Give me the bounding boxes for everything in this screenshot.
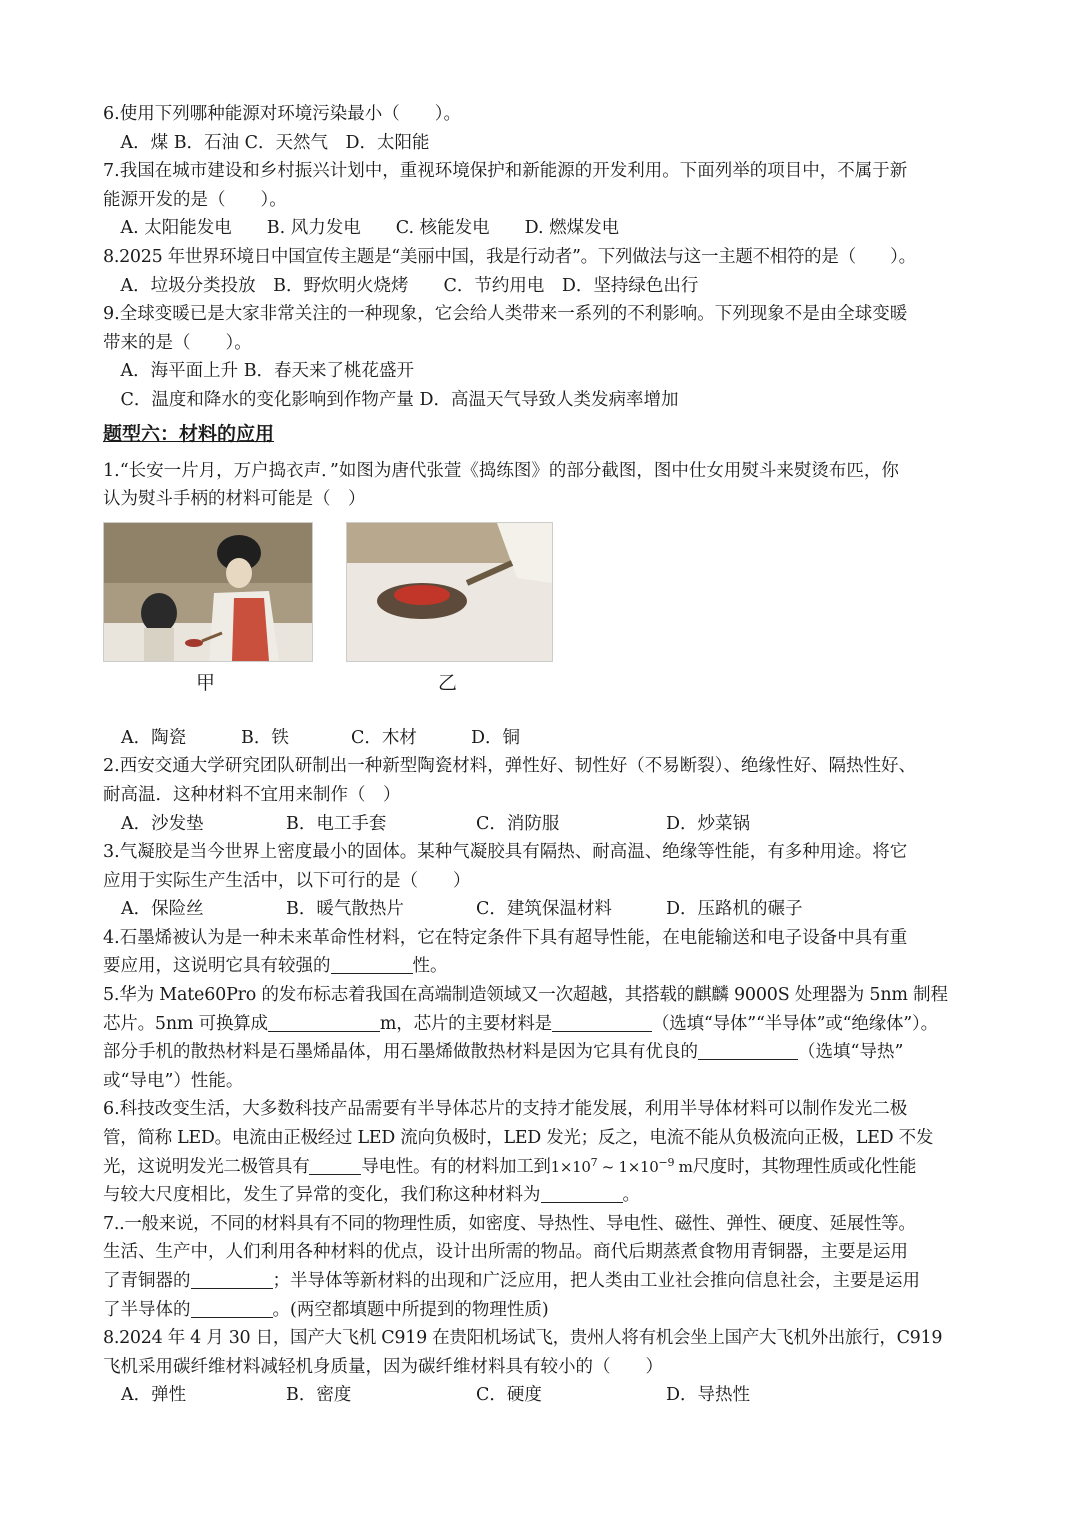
figure-row: [103, 522, 983, 724]
option: D．铜: [471, 727, 521, 748]
option: B．电工手套: [286, 813, 387, 834]
option: B．暖气散热片: [286, 899, 404, 920]
question-line: 认为熨斗手柄的材料可能是（ ）: [103, 489, 366, 510]
option: C．消防服: [476, 813, 560, 834]
answer-blank: [541, 1184, 623, 1203]
text: 。: [622, 1185, 640, 1206]
text: （选填“导热”: [798, 1042, 904, 1063]
question-line: 6.使用下列哪种能源对环境污染最小（ ）。: [103, 104, 461, 124]
option: C．木材: [351, 727, 417, 748]
option: D．压路机的碾子: [666, 899, 803, 920]
text: 。(两空都填题中所提到的物理性质): [272, 1299, 549, 1320]
option: A．陶瓷: [121, 727, 187, 748]
options-line: [103, 724, 983, 753]
question-line: C．温度和降水的变化影响到作物产量 D．高温天气导致人类发病率增加: [103, 389, 679, 410]
question-line: 能源开发的是（ ）。: [103, 189, 287, 210]
question-line: [103, 1267, 983, 1296]
options-line: [103, 1381, 983, 1410]
question-line: 带来的是（ ）。: [103, 332, 252, 353]
question-line: 应用于实际生产生活中，以下可行的是（ ）: [103, 870, 471, 891]
text: 导电性。有的材料加工到: [361, 1156, 551, 1177]
option: A．沙发垫: [121, 813, 204, 834]
question-line: [103, 1296, 983, 1325]
question-line: [103, 1010, 983, 1039]
question-line: 6.科技改变生活，大多数科技产品需要有半导体芯片的支持才能发展，利用半导体材料可以制作发光二极: [103, 1099, 908, 1120]
question-line: A．垃圾分类投放 B．野炊明火烧烤 C．节约用电 D．坚持绿色出行: [103, 275, 699, 296]
question-line: 2.西安交通大学研究团队研制出一种新型陶瓷材料，弹性好、韧性好（不易断裂）、绝缘性好、隔热性好、: [103, 756, 916, 777]
answer-blank: [552, 1013, 652, 1032]
option: B．铁: [241, 727, 289, 748]
answer-blank: [191, 1299, 273, 1318]
question-line: A．煤 B．石油 C．天然气 D．太阳能: [103, 132, 430, 153]
option: C．硬度: [476, 1385, 542, 1406]
question-line: 飞机采用碳纤维材料减轻机身质量，因为碳纤维材料具有较小的（ ）: [103, 1356, 663, 1377]
question-line: 5.华为 Mate60Pro 的发布标志着我国在高端制造领域又一次超越，其搭载的麒麟 9000S 处理器为 5nm 制程: [103, 985, 948, 1006]
options-line: [103, 895, 983, 924]
text: 了青铜器的: [103, 1271, 191, 1291]
text: 要应用，这说明它具有较强的: [103, 956, 331, 977]
option: A．保险丝: [121, 899, 204, 920]
worksheet-content: [103, 100, 983, 1410]
question-line: 8.2025 年世界环境日中国宣传主题是“美丽中国，我是行动者”。下列做法与这一主题不相符的是（ ）。: [103, 246, 916, 267]
figure-caption-right: 乙: [438, 671, 458, 694]
text: 芯片。5nm 可换算成: [103, 1013, 268, 1034]
question-line: [103, 1153, 983, 1182]
text: 了半导体的: [103, 1299, 191, 1320]
answer-blank: [331, 955, 413, 974]
option: D．炒菜锅: [666, 813, 751, 834]
question-line: 8.2024 年 4 月 30 日，国产大飞机 C919 在贵阳机场试飞，贵州人将有机会坐上国产大飞机外出旅行，C919: [103, 1328, 943, 1349]
question-line: 1.“长安一片月，万户捣衣声．”如图为唐代张萱《捣练图》的部分截图，图中仕女用熨斗来熨烫布匹，你: [103, 460, 899, 481]
text: （选填“导体”“半导体”或“绝缘体”）。: [651, 1013, 938, 1034]
text: m，芯片的主要材料是: [379, 1013, 552, 1034]
section-title: 题型六：材料的应用: [103, 422, 275, 445]
text: 光，这说明发光二极管具有: [103, 1156, 310, 1177]
text: 性。: [412, 956, 448, 977]
text: ；半导体等新材料的出现和广泛应用，把人类由工业社会推向信息社会，主要是运用: [272, 1271, 920, 1291]
question-line: A. 太阳能发电 B. 风力发电 C. 核能发电 D. 燃煤发电: [103, 218, 620, 239]
question-line: 9.全球变暖已是大家非常关注的一种现象，它会给人类带来一系列的不利影响。下列现象不是由全球变暖: [103, 304, 908, 325]
question-line: 4.石墨烯被认为是一种未来革命性材料，它在特定条件下具有超导性能，在电能输送和电子设备中具有重: [103, 927, 908, 948]
question-line: [103, 1038, 983, 1067]
painting-image-left: [103, 522, 313, 662]
options-line: [103, 810, 983, 839]
answer-blank: [698, 1041, 798, 1060]
question-line: 管，简称 LED。电流由正极经过 LED 流向负极时，LED 发光；反之，电流不能从负极流向正极，LED 不发: [103, 1128, 934, 1149]
text: 与较大尺度相比，发生了异常的变化，我们称这种材料为: [103, 1185, 541, 1206]
option: C．建筑保温材料: [476, 899, 612, 920]
question-line: A．海平面上升 B．春天来了桃花盛开: [103, 361, 415, 382]
answer-blank: [309, 1156, 361, 1175]
question-line: 7.我国在城市建设和乡村振兴计划中，重视环境保护和新能源的开发利用。下面列举的项目中，不属于新: [103, 161, 908, 182]
option: D．导热性: [666, 1385, 751, 1406]
answer-blank: [268, 1013, 380, 1032]
question-line: 7..一般来说，不同的材料具有不同的物理性质，如密度、导热性、导电性、磁性、弹性、硬度、延展性等。: [103, 1213, 916, 1234]
answer-blank: [191, 1270, 273, 1289]
option: A．弹性: [121, 1385, 187, 1406]
option: B．密度: [286, 1385, 352, 1406]
text: 尺度时，其物理性质或化性能: [692, 1156, 917, 1177]
question-line: [103, 1181, 983, 1210]
question-line: 生活、生产中，人们利用各种材料的优点，设计出所需的物品。商代后期蒸煮食物用青铜器，主要是运用: [103, 1242, 908, 1263]
question-line: 或“导电”）性能。: [103, 1070, 244, 1091]
painting-image-right: [346, 522, 553, 662]
question-line: 3.气凝胶是当今世界上密度最小的固体。某种气凝胶具有隔热、耐高温、绝缘等性能，有多种用途。将它: [103, 842, 908, 863]
question-line: [103, 952, 983, 981]
math-expression: $1\times 10^7$ ~ $1\times 10^{-9}$ m: [550, 1155, 693, 1176]
text: 部分手机的散热材料是石墨烯晶体，用石墨烯做散热材料是因为它具有优良的: [103, 1042, 698, 1063]
figure-caption-left: 甲: [196, 671, 216, 694]
question-line: 耐高温．这种材料不宜用来制作（ ）: [103, 784, 401, 805]
